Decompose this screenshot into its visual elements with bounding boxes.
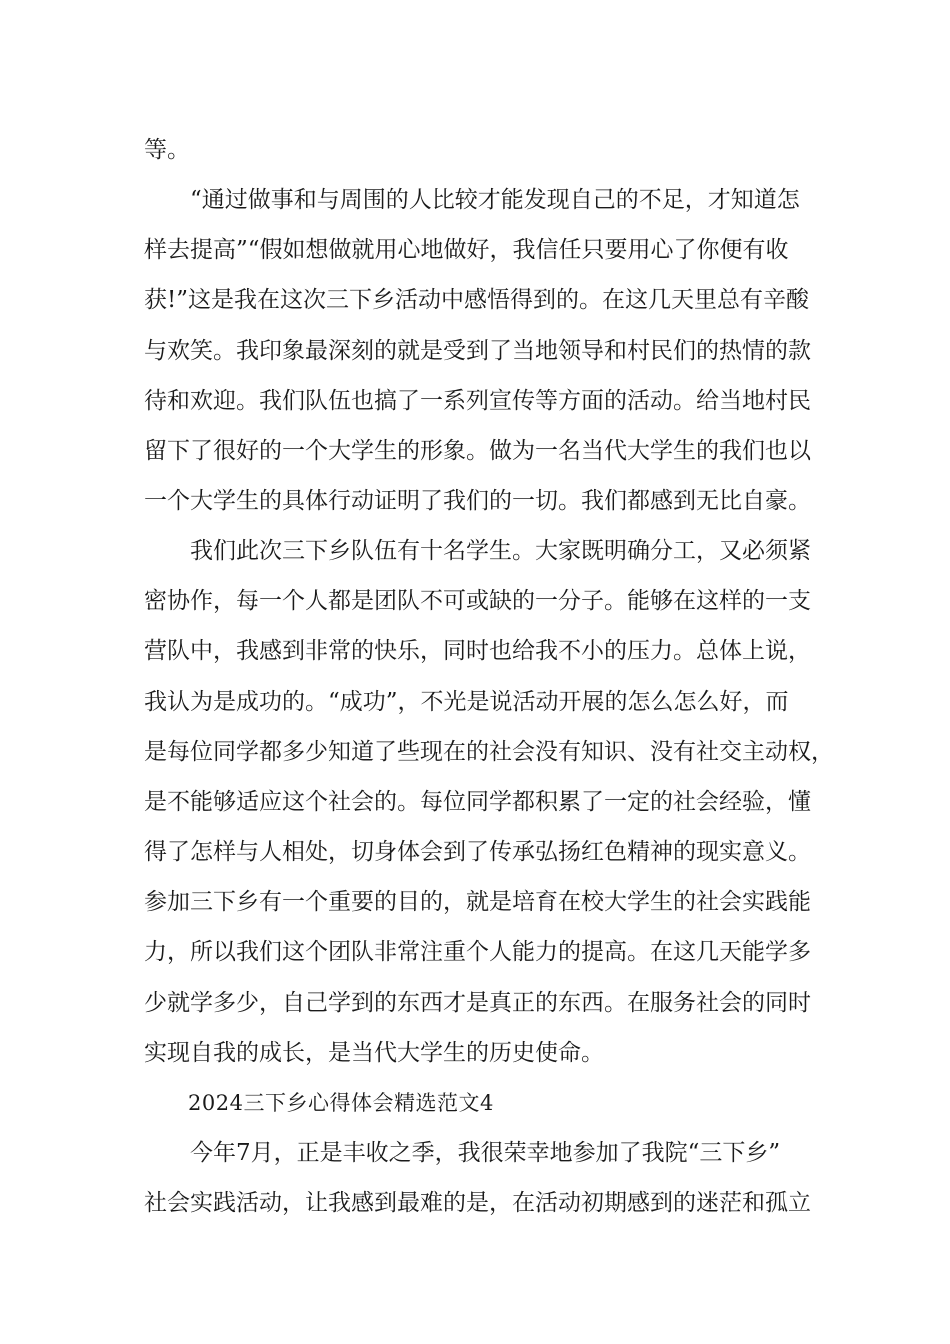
paragraph-line: 社会实践活动，让我感到最难的是，在活动初期感到的迷茫和孤立 [144, 1190, 811, 1216]
paragraph-line: 留下了很好的一个大学生的形象。做为一名当代大学生的我们也以 [144, 438, 811, 464]
paragraph-line: 样去提高”“假如想做就用心地做好，我信任只要用心了你便有收 [144, 237, 789, 263]
paragraph-line: 密协作，每一个人都是团队不可或缺的一分子。能够在这样的一支 [144, 588, 811, 614]
paragraph-line: 我们此次三下乡队伍有十名学生。大家既明确分工，又必须紧 [190, 538, 811, 564]
paragraph-line: 一个大学生的具体行动证明了我们的一切。我们都感到无比自豪。 [144, 488, 811, 514]
paragraph-line: 我认为是成功的。“成功”，不光是说活动开展的怎么怎么好，而 [144, 689, 789, 715]
paragraph-line: 少就学多少，自己学到的东西才是真正的东西。在服务社会的同时 [144, 990, 811, 1016]
paragraph-line: 与欢笑。我印象最深刻的就是受到了当地领导和村民们的热情的款 [144, 338, 811, 364]
paragraph-line: 获!”这是我在这次三下乡活动中感悟得到的。在这几天里总有辛酸 [144, 287, 810, 313]
paragraph-line: 营队中，我感到非常的快乐，同时也给我不小的压力。总体上说， [144, 638, 811, 664]
paragraph-line: 是每位同学都多少知道了些现在的社会没有知识、没有社交主动权， [144, 739, 834, 765]
paragraph-line: 实现自我的成长，是当代大学生的历史使命。 [144, 1040, 604, 1066]
paragraph-line: 参加三下乡有一个重要的目的，就是培育在校大学生的社会实践能 [144, 889, 811, 915]
paragraph-line: 得了怎样与人相处，切身体会到了传承弘扬红色精神的现实意义。 [144, 839, 811, 865]
paragraph-line: 是不能够适应这个社会的。每位同学都积累了一定的社会经验，懂 [144, 789, 811, 815]
paragraph-line: 待和欢迎。我们队伍也搞了一系列宣传等方面的活动。给当地村民 [144, 388, 811, 414]
paragraph-line: “通过做事和与周围的人比较才能发现自己的不足，才知道怎 [190, 187, 800, 213]
paragraph-line: 力，所以我们这个团队非常注重个人能力的提高。在这几天能学多 [144, 939, 811, 965]
paragraph-line: 等。 [144, 137, 190, 163]
section-heading: 2024三下乡心得体会精选范文4 [188, 1091, 494, 1115]
paragraph-line: 今年7月，正是丰收之季，我很荣幸地参加了我院“三下乡” [190, 1140, 781, 1166]
